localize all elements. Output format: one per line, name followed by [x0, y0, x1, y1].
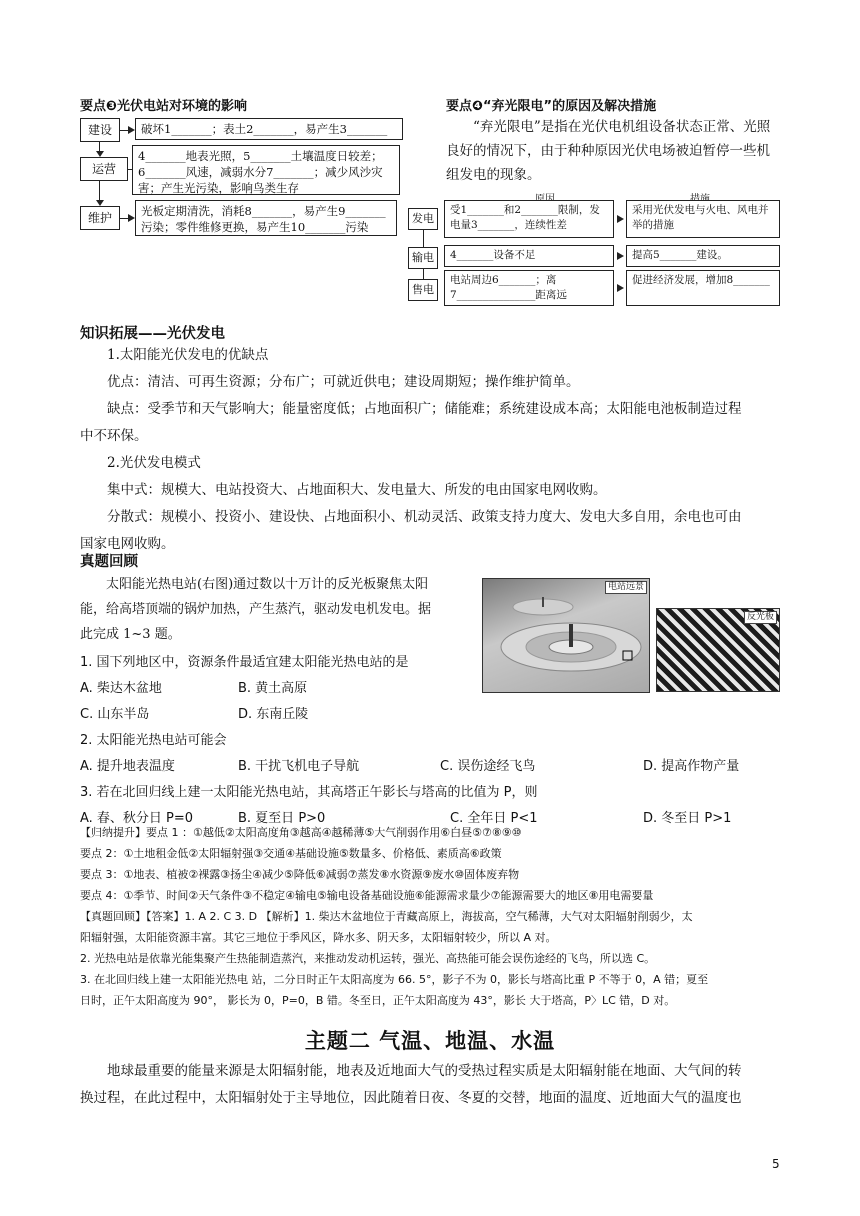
- arrow-right-icon: [617, 284, 624, 292]
- knowledge-line: 2.光伏发电模式: [107, 455, 201, 471]
- q1-option-b[interactable]: B. 黄土高原: [238, 681, 308, 696]
- topic-line: 地球最重要的能量来源是太阳辐射能，地表及近地面大气的受热过程实质是太阳辐射能在地面、大气间的转: [107, 1063, 742, 1079]
- stage-operate: 运营: [80, 157, 128, 181]
- topic-line: 换过程，在此过程中，太阳辐射处于主导地位，因此随着日夜、冬夏的交替，地面的温度、近地面大气的温度也: [80, 1090, 742, 1106]
- q2-option-a[interactable]: A. 提升地表温度: [80, 759, 175, 774]
- knowledge-body: [80, 342, 785, 558]
- q1-option-c[interactable]: C. 山东半岛: [80, 707, 150, 722]
- review-title: 真题回顾: [80, 554, 138, 570]
- question-3: 3. 若在北回归线上建一太阳能光热电站，其高塔正午影长与塔高的比值为 P，则: [80, 785, 538, 800]
- q2-option-d[interactable]: D. 提高作物产量: [643, 759, 740, 774]
- topic-body: [80, 1058, 785, 1112]
- q3-option-b[interactable]: B. 夏至日 P>0: [238, 811, 326, 826]
- arrow-down-icon: [96, 200, 104, 206]
- answer-line: 2. 光热电站是依靠光能集聚产生热能制造蒸汽，来推动发动机运转，强光、高热能可能会误伤途经的飞鸟，所以选 C。: [80, 952, 656, 965]
- answer-line: 要点 2：①土地租金低②太阳辐射强③交通④基础设施⑤数量多、价格低、素质高⑥政策: [80, 847, 502, 860]
- answer-line: 【归纳提升】要点 1 ：①越低②太阳高度角③越高④越稀薄⑤大气削弱作用⑥白昼⑤⑦⑧⑨⑩: [80, 826, 522, 839]
- knowledge-line: 分散式：规模小、投资小、建设快、占地面积小、机动灵活、政策支持力度大、发电大多自用，余电也可由: [107, 509, 742, 525]
- measure-sell: 促进经济发展，增加8_______: [626, 270, 780, 306]
- answer-line: 日时，正午太阳高度为 90°， 影长为 0，P=0，B 错。冬至日，正午太阳高度为 43°，影长 大于塔高，P〉LC 错，D 对。: [80, 994, 676, 1007]
- answer-line: 3. 在北回归线上建一太阳能光热电 站，二分日时正午太阳高度为 66. 5°，影子不为 0，影长与塔高比重 P 不等于 0，A 错；夏至: [80, 973, 709, 986]
- q3-option-a[interactable]: A. 春、秋分日 P=0: [80, 811, 194, 826]
- stage-maintain: 维护: [80, 206, 120, 230]
- knowledge-line: 缺点：受季节和天气影响大；能量密度低；占地面积广；储能难；系统建设成本高；太阳能电池板制造过程: [107, 401, 742, 417]
- question-2-options: [80, 754, 785, 780]
- answer-line: 要点 4：①季节、时间②天气条件③不稳定④输电⑤输电设备基础设施⑥能源需求量少⑦能源需要大的地区⑧用电需要量: [80, 889, 654, 902]
- question-2: 2. 太阳能光热电站可能会: [80, 733, 227, 748]
- knowledge-title: 知识拓展——光伏发电: [80, 326, 225, 342]
- answer-line: 【真题回顾】【答案】1. A 2. C 3. D 【解析】1. 柴达木盆地位于青藏高原上，海拔高，空气稀薄，大气对太阳辐射削弱少，太: [80, 910, 693, 923]
- stage-operate-description: 4_______地表光照，5_______土壤温度日较差；6_______风速，减弱水分7_______；减少风沙灾害；产生光污染，影响鸟类生存: [132, 145, 400, 195]
- row-generate: 发电: [408, 208, 438, 230]
- cause-generate: 受1_______和2_______限制，发电量3_______，连续性差: [444, 200, 614, 238]
- measure-transmit: 提高5_______建设。: [626, 245, 780, 267]
- arrow-right-icon: [128, 214, 135, 222]
- review-intro-line: 太阳能光热电站(右图)通过数以十万计的反光板聚焦太阳: [106, 577, 429, 592]
- stage-maintain-description: 光板定期清洗，消耗8_______，易产生9_______污染；零件维修更换，易产生10_______污染: [135, 200, 397, 236]
- left-section-title: 要点❸光伏电站对环境的影响: [80, 99, 248, 114]
- knowledge-line: 国家电网收购。: [80, 536, 175, 552]
- arrow-right-icon: [617, 215, 624, 223]
- cause-sell: 电站周边6_______；离7_______________距离远: [444, 270, 614, 306]
- question-1-options: [80, 702, 785, 728]
- cause-transmit: 4_______设备不足: [444, 245, 614, 267]
- page-number: 5: [772, 1157, 780, 1171]
- q2-option-b[interactable]: B. 干扰飞机电子导航: [238, 759, 360, 774]
- connector: [423, 230, 424, 247]
- connector: [423, 269, 424, 279]
- topic-title: 主题二 气温、地温、水温: [304, 1029, 556, 1053]
- stage-build: 建设: [80, 118, 120, 142]
- question-1: 1. 国下列地区中，资源条件最适宜建太阳能光热电站的是: [80, 655, 409, 670]
- answer-line: 阳辐射强，太阳能资源丰富。其它三地位于季风区，降水多、阴天多，太阳辐射较少，所以 A 对。: [80, 931, 557, 944]
- answer-line: 要点 3：①地表、植被②裸露③扬尘④减少⑤降低⑥减弱⑦蒸发⑧水资源⑨废水⑩固体废弃物: [80, 868, 520, 881]
- arrow-right-icon: [617, 252, 624, 260]
- q1-option-a[interactable]: A. 柴达木盆地: [80, 681, 162, 696]
- q1-option-d[interactable]: D. 东南丘陵: [238, 707, 309, 722]
- photo-label-inset: 反光板: [744, 611, 777, 624]
- right-section-intro: “弃光限电”是指在光伏电机组设备状态正常、光照良好的情况下，由于种种原因光伏电场被迫暂停一些机组发电的现象。: [446, 119, 771, 183]
- row-sell: 售电: [408, 279, 438, 301]
- q3-option-c[interactable]: C. 全年日 P<1: [450, 811, 538, 826]
- knowledge-line: 1.太阳能光伏发电的优缺点: [107, 347, 269, 363]
- row-transmit: 输电: [408, 247, 438, 269]
- photo-label-main: 电站远景: [605, 581, 647, 594]
- review-intro-line: 此完成 1~3 题。: [80, 627, 181, 642]
- right-section-title: 要点❹“弃光限电”的原因及解决措施: [446, 99, 657, 114]
- arrow-right-icon: [128, 126, 135, 134]
- measure-generate: 采用光伏发电与火电、风电并举的措施: [626, 200, 780, 238]
- knowledge-line: 优点：清洁、可再生资源；分布广；可就近供电；建设周期短；操作维护简单。: [107, 374, 580, 390]
- review-intro-line: 能，给高塔顶端的锅炉加热，产生蒸汽，驱动发电机发电。据: [80, 602, 432, 617]
- stage-build-description: 破坏1_______；表土2_______，易产生3_______: [135, 118, 403, 140]
- connector: [99, 181, 100, 201]
- q2-option-c[interactable]: C. 误伤途经飞鸟: [440, 759, 536, 774]
- review-intro: [80, 572, 480, 647]
- question-1-options: [80, 676, 785, 702]
- answer-block: [80, 822, 790, 1011]
- knowledge-line: 中不环保。: [80, 428, 148, 444]
- knowledge-line: 集中式：规模大、电站投资大、占地面积大、发电量大、所发的电由国家电网收购。: [107, 482, 607, 498]
- q3-option-d[interactable]: D. 冬至日 P>1: [643, 811, 732, 826]
- question-block: [80, 650, 785, 832]
- arrow-down-icon: [96, 151, 104, 157]
